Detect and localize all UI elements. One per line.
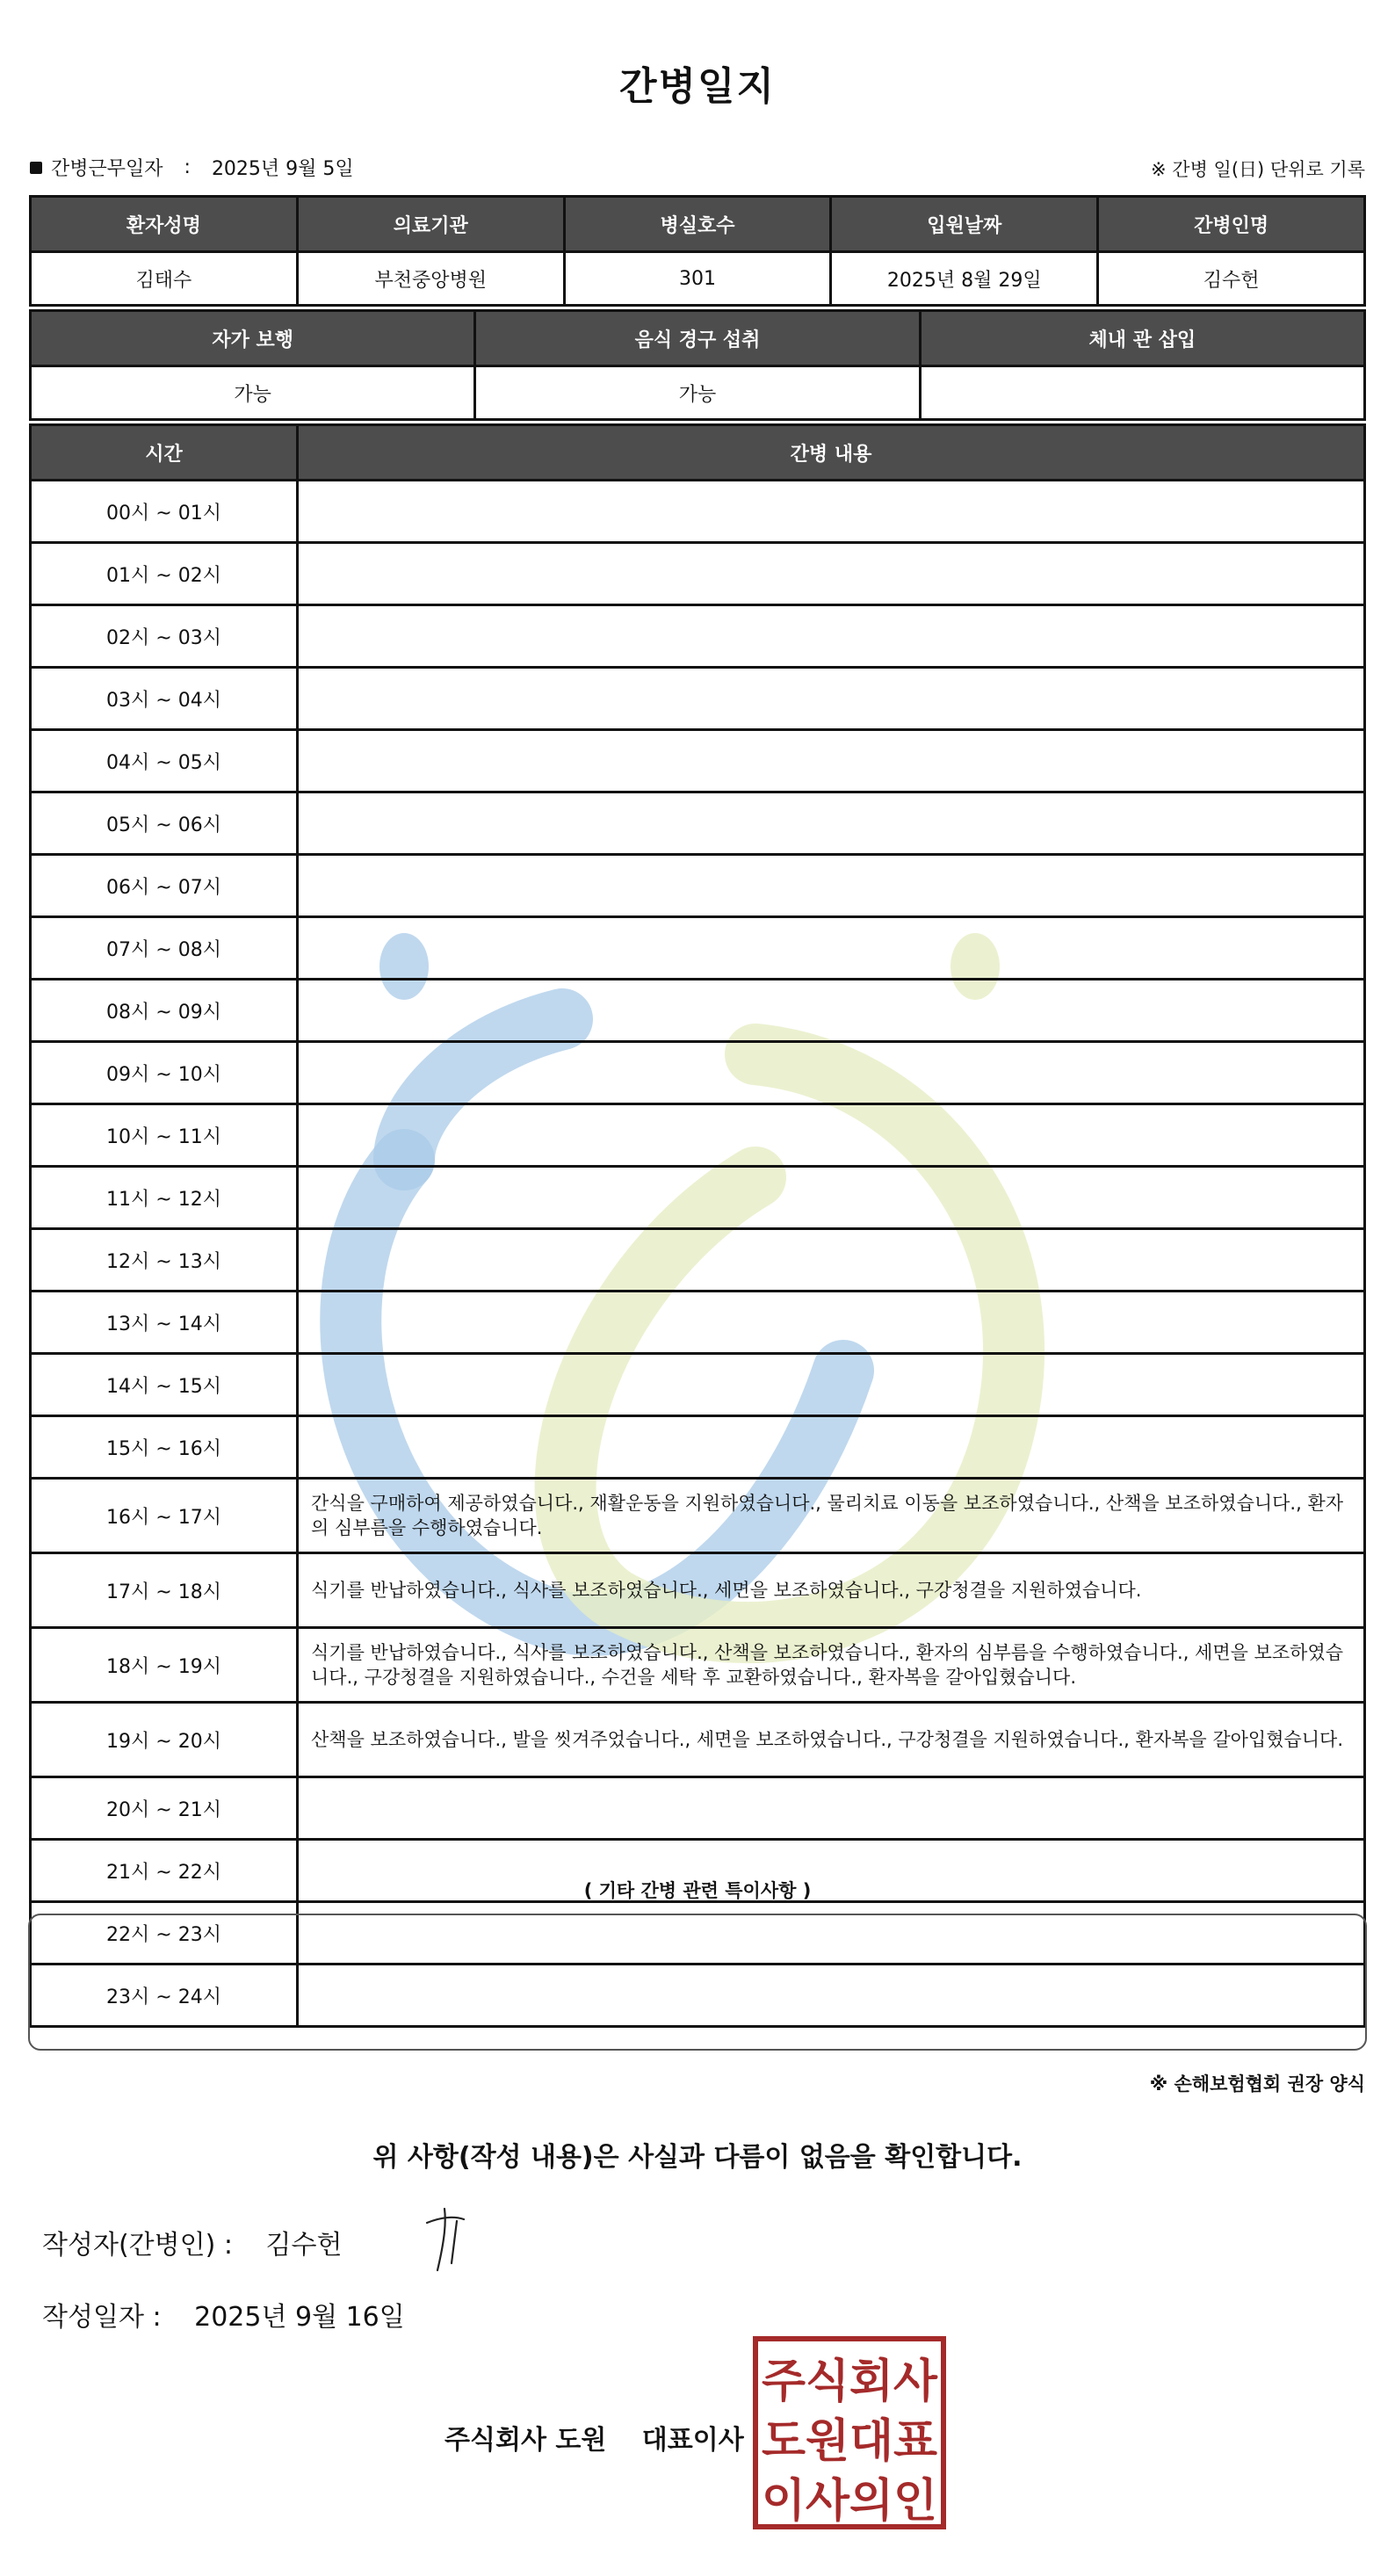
table-row — [31, 1777, 1365, 1840]
care-content-cell: 산책을 보조하였습니다., 발을 씻겨주었습니다., 세면을 보조하였습니다., 구강청결을 지원하였습니다., 환자복을 갈아입혔습니다. — [298, 1703, 1365, 1777]
header-oral-intake: 음식 경구 섭취 — [475, 311, 920, 366]
room-number: 301 — [564, 252, 831, 306]
time-slot: 11시 ~ 12시 — [31, 1167, 298, 1229]
table-row — [31, 668, 1365, 730]
table-row — [31, 481, 1365, 543]
table-row — [31, 1104, 1365, 1167]
care-content-cell — [298, 543, 1365, 605]
table-row — [31, 1628, 1365, 1703]
time-slot: 21시 ~ 22시 — [31, 1840, 298, 1902]
time-slot: 02시 ~ 03시 — [31, 605, 298, 668]
written-date-line — [42, 2295, 405, 2334]
table-row — [31, 917, 1365, 980]
time-slot: 17시 ~ 18시 — [31, 1553, 298, 1628]
table-row — [31, 792, 1365, 855]
care-content-cell — [298, 1042, 1365, 1104]
tube-insertion-value — [920, 366, 1364, 420]
work-date-sep: : — [184, 156, 191, 178]
table-row — [31, 1167, 1365, 1229]
care-content-table — [29, 423, 1366, 2028]
table-row — [31, 543, 1365, 605]
daily-record-note: ※ 간병 일(日) 단위로 기록 — [1151, 159, 1365, 180]
care-content-cell — [298, 1229, 1365, 1292]
writer-line — [42, 2223, 342, 2261]
seal-text-line: 이사의인 — [762, 2475, 937, 2528]
table-row — [31, 730, 1365, 792]
work-date-label: 간병근무일자 — [51, 158, 163, 180]
company-line — [445, 2418, 770, 2457]
notes-caption: ( 기타 간병 관련 특이사항 ) — [583, 1880, 812, 1901]
care-content-cell — [298, 1416, 1365, 1479]
table-row — [31, 855, 1365, 917]
care-content-cell — [298, 668, 1365, 730]
care-content-cell — [298, 481, 1365, 543]
time-slot: 06시 ~ 07시 — [31, 855, 298, 917]
confirmation-statement: 위 사항(작성 내용)은 사실과 다름이 없음을 확인합니다. — [372, 2142, 1023, 2173]
care-rows — [31, 481, 1365, 2027]
time-slot: 10시 ~ 11시 — [31, 1104, 298, 1167]
table-row — [31, 1354, 1365, 1416]
work-date-line — [30, 154, 354, 181]
header-patient-name: 환자성명 — [31, 197, 298, 252]
time-slot: 09시 ~ 10시 — [31, 1042, 298, 1104]
table-row — [31, 1229, 1365, 1292]
header-time: 시간 — [31, 425, 298, 481]
form-source-note: ※ 손해보험협회 권장 양식 — [1149, 2073, 1365, 2095]
page-title: 간병일지 — [618, 64, 776, 109]
table-row — [31, 1292, 1365, 1354]
time-slot: 00시 ~ 01시 — [31, 481, 298, 543]
care-content-cell — [298, 1354, 1365, 1416]
time-slot: 19시 ~ 20시 — [31, 1703, 298, 1777]
special-notes-box — [28, 1914, 1367, 2051]
care-content-cell — [298, 855, 1365, 917]
care-content-cell: 간식을 구매하여 제공하였습니다., 재활운동을 지원하였습니다., 물리치료 이동을 보조하였습니다., 산책을 보조하였습니다., 환자의 심부름을 수행하였습니다. — [298, 1479, 1365, 1553]
table-row — [31, 980, 1365, 1042]
time-slot: 15시 ~ 16시 — [31, 1416, 298, 1479]
oral-intake-value: 가능 — [475, 366, 920, 420]
writer-name: 김수헌 — [265, 2230, 343, 2261]
header-hospital: 의료기관 — [297, 197, 564, 252]
care-content-cell — [298, 605, 1365, 668]
admission-date: 2025년 8월 29일 — [831, 252, 1098, 306]
table-row — [31, 605, 1365, 668]
time-slot: 14시 ~ 15시 — [31, 1354, 298, 1416]
header-tube-insertion: 체내 관 삽입 — [920, 311, 1364, 366]
time-slot: 12시 ~ 13시 — [31, 1229, 298, 1292]
table-row — [31, 1703, 1365, 1777]
written-date-value: 2025년 9월 16일 — [194, 2302, 405, 2333]
header-room: 병실호수 — [564, 197, 831, 252]
table-row — [31, 1042, 1365, 1104]
work-date-value: 2025년 9월 5일 — [211, 158, 354, 180]
time-slot: 16시 ~ 17시 — [31, 1479, 298, 1553]
care-content-cell — [298, 792, 1365, 855]
table-row — [31, 1479, 1365, 1553]
caregiver-name: 김수헌 — [1098, 252, 1365, 306]
care-content-cell — [298, 917, 1365, 980]
self-walking-value: 가능 — [31, 366, 475, 420]
patient-info-table — [29, 195, 1366, 307]
header-admission-date: 입원날짜 — [831, 197, 1098, 252]
time-slot: 03시 ~ 04시 — [31, 668, 298, 730]
time-slot: 23시 ~ 24시 — [31, 1965, 298, 2027]
care-content-cell: 식기를 반납하였습니다., 식사를 보조하였습니다., 세면을 보조하였습니다., 구강청결을 지원하였습니다. — [298, 1553, 1365, 1628]
care-content-cell: 식기를 반납하였습니다., 식사를 보조하였습니다., 산책을 보조하였습니다., 환자의 심부름을 수행하였습니다., 세면을 보조하였습니다., 구강청결을 지원하였습니다., 수건을 세탁 후 교환하였습니다., 환자복을 갈아입혔습니다. — [298, 1628, 1365, 1703]
time-slot: 01시 ~ 02시 — [31, 543, 298, 605]
handwritten-signature — [418, 2205, 471, 2276]
care-content-cell — [298, 1104, 1365, 1167]
header-self-walking: 자가 보행 — [31, 311, 475, 366]
care-content-cell — [298, 1167, 1365, 1229]
seal-text-line: 주식회사 — [762, 2355, 938, 2408]
care-content-cell — [298, 730, 1365, 792]
patient-status-table — [29, 309, 1366, 421]
header-caregiver: 간병인명 — [1098, 197, 1365, 252]
time-slot: 22시 ~ 23시 — [31, 1902, 298, 1965]
time-slot: 13시 ~ 14시 — [31, 1292, 298, 1354]
patient-name: 김태수 — [31, 252, 298, 306]
care-content-cell — [298, 1777, 1365, 1840]
writer-label: 작성자(간병인) : — [42, 2230, 233, 2261]
company-seal — [752, 2335, 947, 2530]
time-slot: 18시 ~ 19시 — [31, 1628, 298, 1703]
header-care-content: 간병 내용 — [298, 425, 1365, 481]
written-date-label: 작성일자 : — [42, 2302, 162, 2333]
care-content-cell — [298, 980, 1365, 1042]
time-slot: 05시 ~ 06시 — [31, 792, 298, 855]
seal-text-line: 도원대표 — [762, 2415, 937, 2468]
time-slot: 08시 ~ 09시 — [31, 980, 298, 1042]
table-row — [31, 1416, 1365, 1479]
time-slot: 04시 ~ 05시 — [31, 730, 298, 792]
time-slot: 07시 ~ 08시 — [31, 917, 298, 980]
hospital-name: 부천중앙병원 — [297, 252, 564, 306]
square-bullet-icon — [30, 162, 42, 174]
care-content-cell — [298, 1292, 1365, 1354]
company-title: 대표이사 — [641, 2425, 744, 2456]
time-slot: 20시 ~ 21시 — [31, 1777, 298, 1840]
company-name: 주식회사 도원 — [445, 2425, 607, 2456]
table-row — [31, 1553, 1365, 1628]
